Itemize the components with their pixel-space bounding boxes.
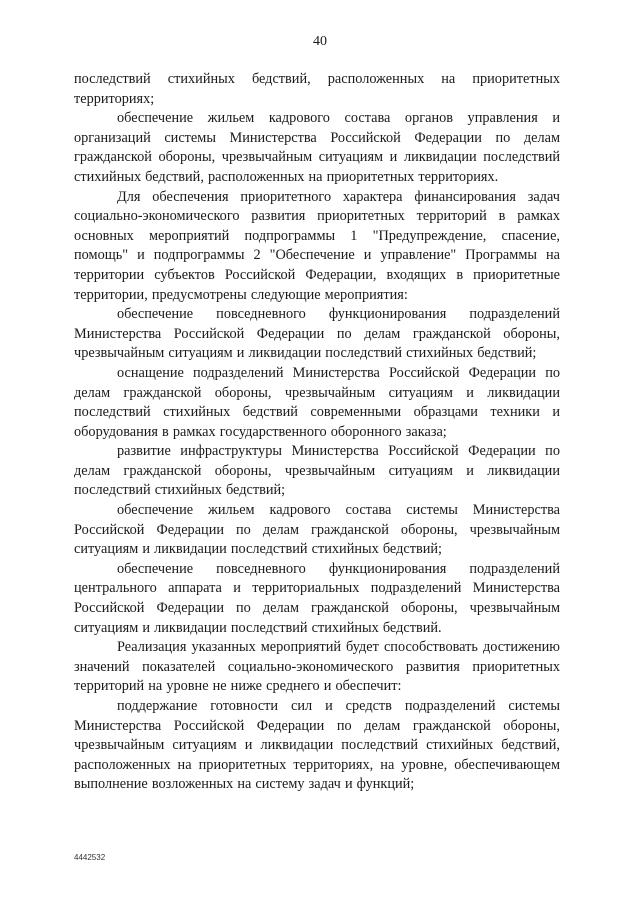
paragraph: Реализация указанных мероприятий будет способствовать достижению значений показателей социально-экономического развития приоритетных территорий на уровне не ниже среднего и обеспечит: — [74, 639, 560, 695]
document-code: 4442532 — [74, 853, 106, 862]
paragraph: обеспечение жильем кадрового состава органов управления и организаций системы Министерства Российской Федерации по делам гражданской обороны, чрезвычайным ситуациям и ликвидации последствий стихийных бедствий, расположенных на приоритетных территориях. — [74, 110, 560, 185]
paragraph: поддержание готовности сил и средств подразделений системы Министерства Российской Федерации по делам гражданской обороны, чрезвычайным ситуациям и ликвидации последствий стихийных бедствий, расположенных на приоритетных территориях, на уровне, обеспечивающем выполнение возложенных на систему задач и функций; — [74, 698, 560, 793]
paragraph-continued: последствий стихийных бедствий, расположенных на приоритетных территориях; — [74, 71, 560, 107]
paragraph: обеспечение жильем кадрового состава системы Министерства Российской Федерации по делам гражданской обороны, чрезвычайным ситуациям и ликвидации последствий стихийных бедствий; — [74, 502, 560, 558]
paragraph: развитие инфраструктуры Министерства Российской Федерации по делам гражданской обороны, чрезвычайным ситуациям и ликвидации последствий стихийных бедствий; — [74, 443, 560, 499]
paragraph: оснащение подразделений Министерства Российской Федерации по делам гражданской обороны, чрезвычайным ситуациям и ликвидации последствий стихийных бедствий современными образцами техники и оборудования в рамках государственного оборонного заказа; — [74, 364, 560, 440]
document-body — [74, 70, 560, 795]
paragraph: Для обеспечения приоритетного характера финансирования задач социально-экономического развития приоритетных территорий в рамках основных мероприятий подпрограммы 1 "Предупреждение, спасение, помощь" и подпрограммы 2 "Обеспечение и управление" Программы на территории субъектов Российской Федерации, входящих в приоритетные территории, предусмотрены следующие мероприятия: — [74, 188, 560, 303]
paragraph: обеспечение повседневного функционирования подразделений Министерства Российской Федерации по делам гражданской обороны, чрезвычайным ситуациям и ликвидации последствий стихийных бедствий; — [74, 306, 560, 362]
page-number: 40 — [313, 34, 327, 49]
paragraph: обеспечение повседневного функционирования подразделений центрального аппарата и территориальных подразделений Министерства Российской Федерации по делам гражданской обороны, чрезвычайным ситуациям и ликвидации последствий стихийных бедствий. — [74, 560, 560, 636]
